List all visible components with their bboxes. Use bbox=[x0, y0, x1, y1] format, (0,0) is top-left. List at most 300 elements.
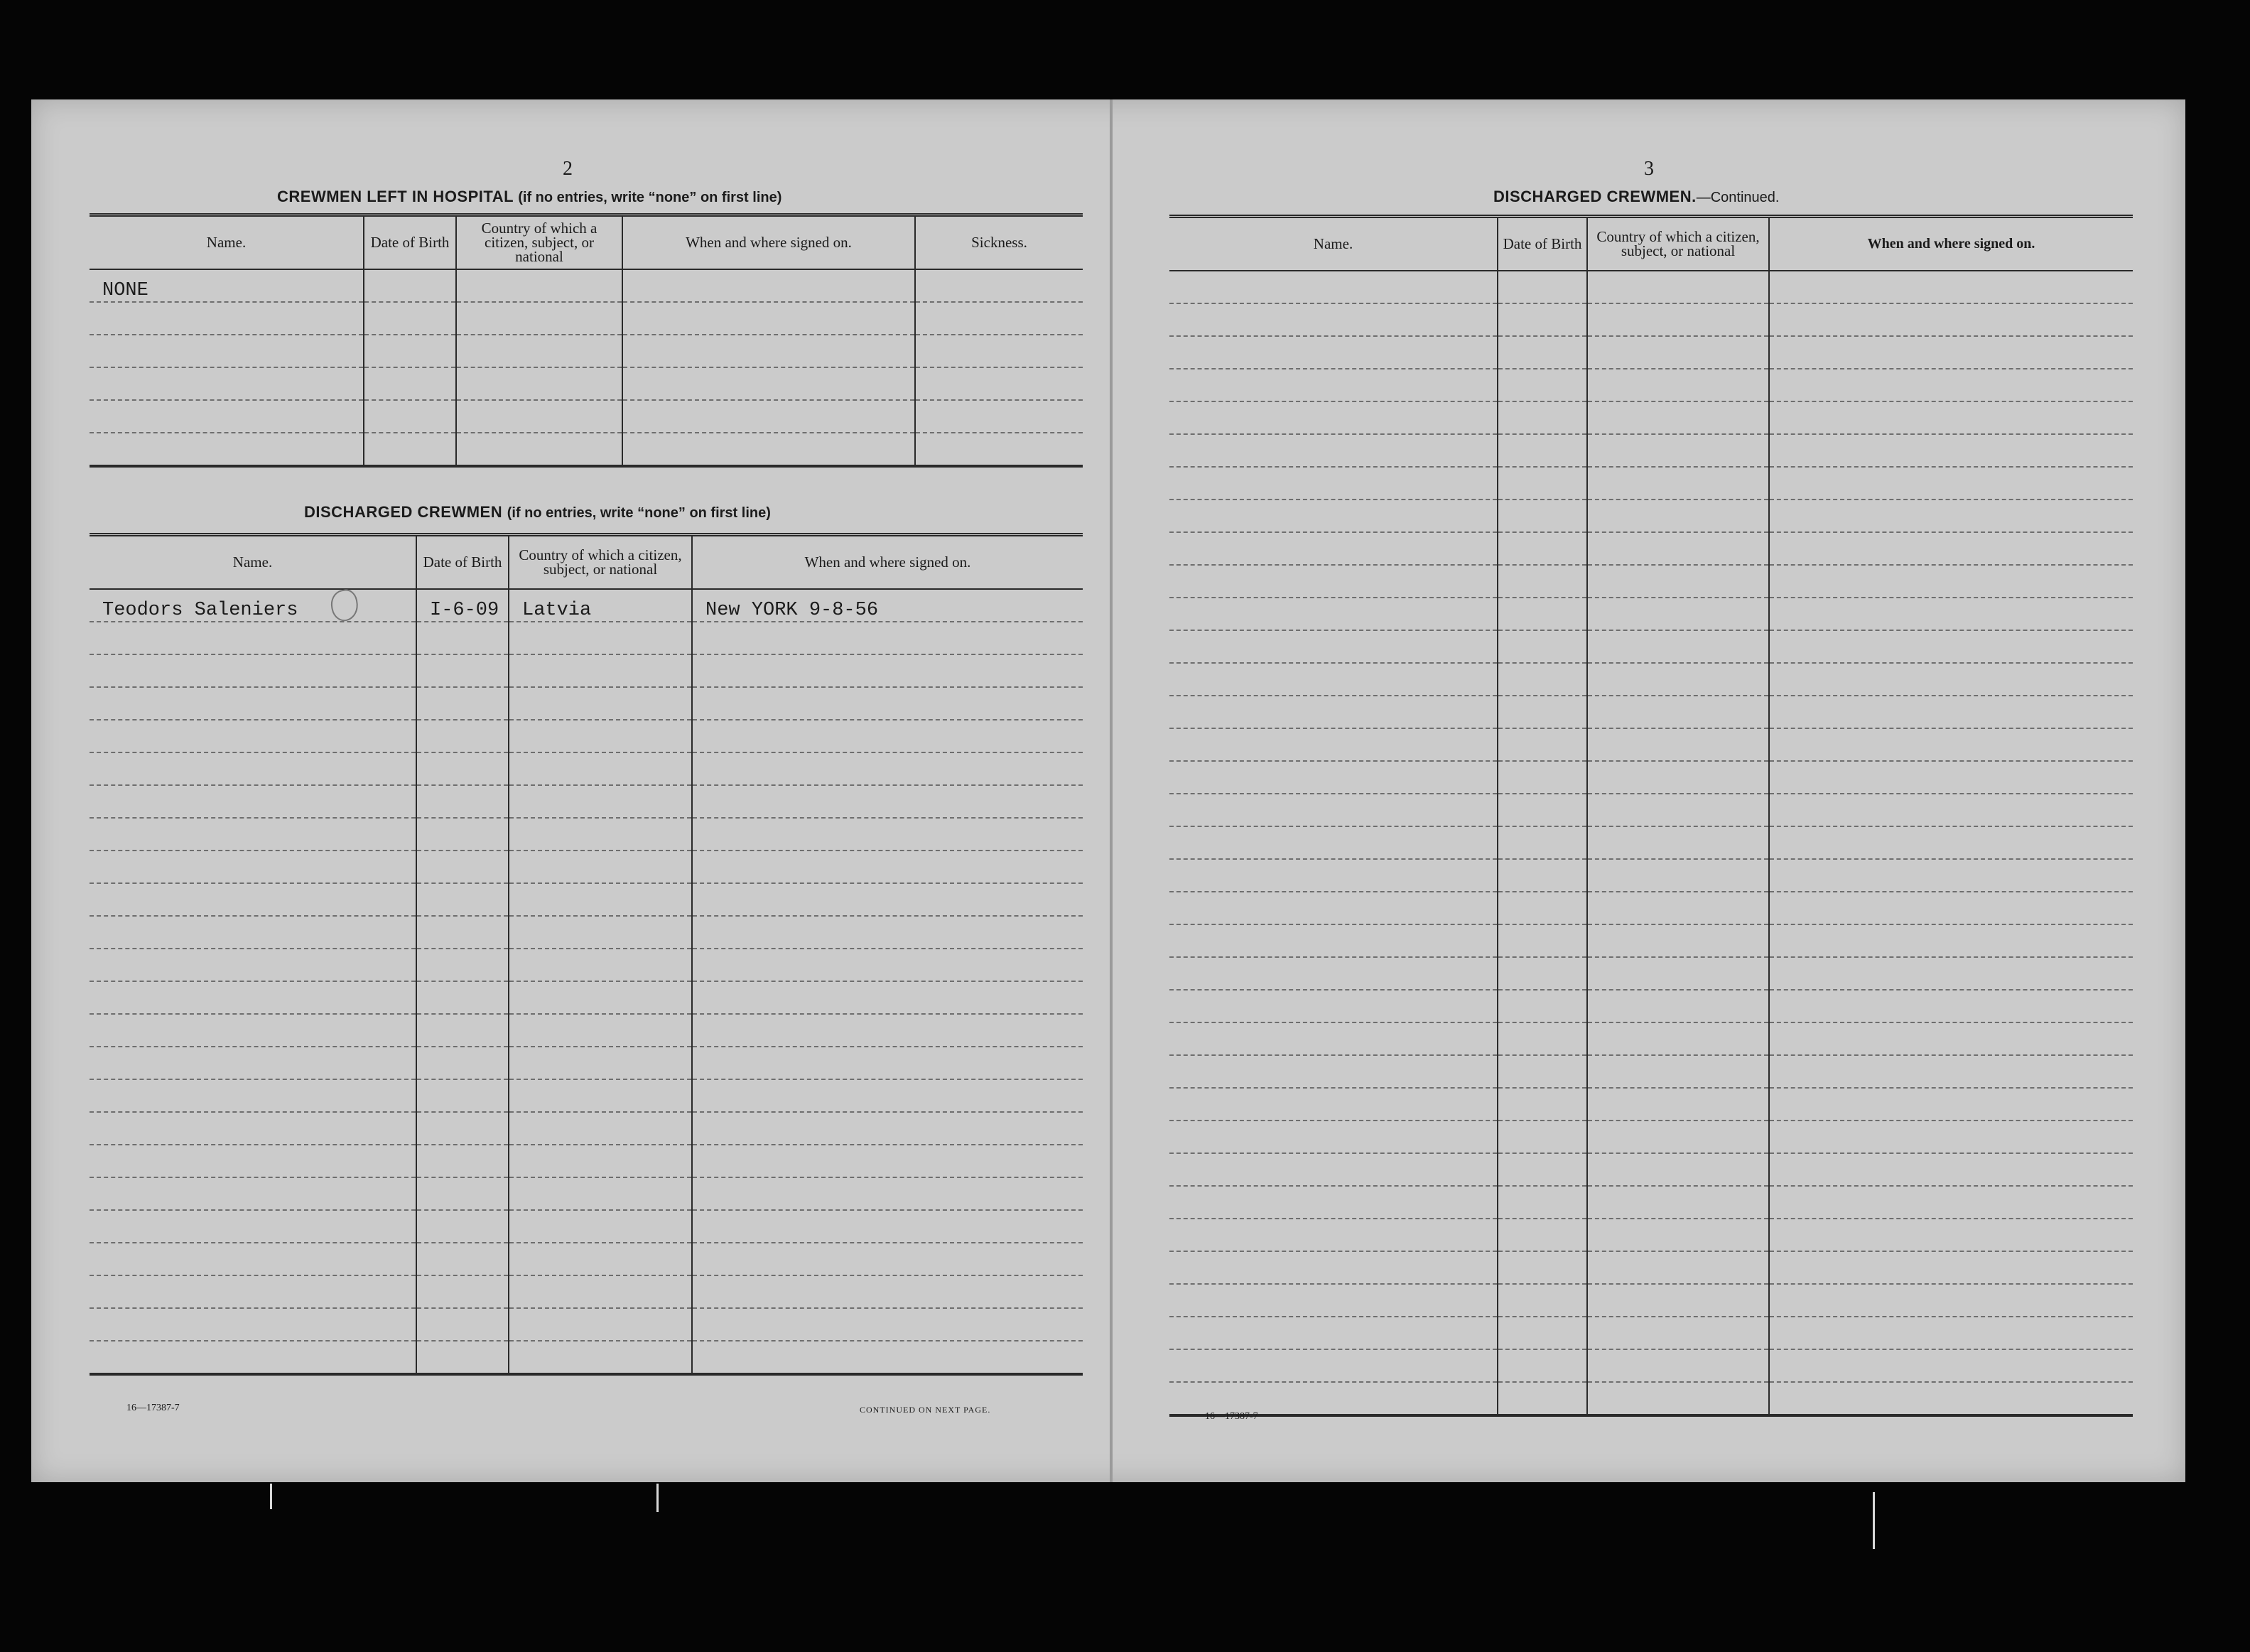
table-cell bbox=[509, 1308, 692, 1341]
table-cell bbox=[90, 1079, 416, 1112]
table-cell bbox=[1769, 271, 2133, 303]
table-cell bbox=[692, 1079, 1083, 1112]
page-number: 2 bbox=[563, 158, 573, 180]
table-cell bbox=[364, 269, 456, 302]
table-row bbox=[1169, 957, 2133, 990]
table-row bbox=[90, 622, 1083, 654]
table-cell bbox=[1498, 892, 1587, 924]
table-cell bbox=[90, 818, 416, 851]
table-cell bbox=[1769, 859, 2133, 892]
table-cell bbox=[90, 949, 416, 981]
table-cell bbox=[1769, 1251, 2133, 1284]
table-row bbox=[90, 916, 1083, 949]
table-cell: Teodors Saleniers bbox=[90, 589, 416, 622]
table-row bbox=[1169, 500, 2133, 532]
table-cell bbox=[1498, 467, 1587, 500]
table-cell bbox=[1498, 434, 1587, 467]
table-cell bbox=[90, 1243, 416, 1275]
table-cell bbox=[364, 302, 456, 335]
table-cell bbox=[416, 916, 509, 949]
table-cell bbox=[1587, 1055, 1769, 1088]
table-row bbox=[1169, 1022, 2133, 1055]
table-cell bbox=[416, 1341, 509, 1374]
table-cell bbox=[416, 1047, 509, 1079]
table-cell bbox=[509, 687, 692, 720]
table-cell bbox=[1169, 1121, 1498, 1153]
table-cell bbox=[1769, 1022, 2133, 1055]
table-row bbox=[90, 785, 1083, 818]
table-row bbox=[1169, 1284, 2133, 1317]
table-cell bbox=[1169, 892, 1498, 924]
table-cell bbox=[622, 367, 915, 400]
table-row bbox=[90, 1112, 1083, 1145]
table-cell bbox=[416, 851, 509, 883]
table-row bbox=[90, 1145, 1083, 1177]
scan-mark bbox=[270, 1484, 272, 1509]
table-cell bbox=[1587, 1153, 1769, 1186]
table-cell bbox=[1169, 271, 1498, 303]
table-cell bbox=[692, 622, 1083, 654]
table-cell bbox=[1587, 1088, 1769, 1121]
table-row bbox=[90, 1243, 1083, 1275]
table-cell bbox=[1498, 761, 1587, 794]
hospital-section-title bbox=[277, 188, 781, 206]
table-cell bbox=[1769, 1219, 2133, 1251]
table-cell bbox=[90, 1014, 416, 1047]
table-cell bbox=[509, 654, 692, 687]
table-row bbox=[1169, 924, 2133, 957]
table-cell bbox=[1498, 1317, 1587, 1349]
table-cell bbox=[1769, 892, 2133, 924]
table-cell bbox=[509, 1177, 692, 1210]
table-cell bbox=[416, 1014, 509, 1047]
table-cell bbox=[90, 1112, 416, 1145]
table-cell bbox=[692, 1145, 1083, 1177]
table-cell bbox=[1498, 1153, 1587, 1186]
table-cell bbox=[692, 1275, 1083, 1308]
table-cell bbox=[1587, 1121, 1769, 1153]
table-row bbox=[1169, 1382, 2133, 1415]
table-row bbox=[90, 818, 1083, 851]
table-cell bbox=[90, 367, 364, 400]
table-cell bbox=[1498, 369, 1587, 401]
table-cell bbox=[1498, 990, 1587, 1022]
table-cell bbox=[509, 720, 692, 752]
table-cell bbox=[1587, 924, 1769, 957]
table-cell bbox=[692, 785, 1083, 818]
table-cell bbox=[456, 367, 622, 400]
table-cell: NONE bbox=[90, 269, 364, 302]
table-row bbox=[1169, 794, 2133, 826]
table-cell bbox=[1587, 598, 1769, 630]
table-row bbox=[90, 720, 1083, 752]
table-cell bbox=[1498, 957, 1587, 990]
table-cell bbox=[416, 1275, 509, 1308]
table-cell bbox=[622, 335, 915, 367]
table-cell: Latvia bbox=[509, 589, 692, 622]
table-cell bbox=[1587, 826, 1769, 859]
table-cell bbox=[1498, 728, 1587, 761]
discharged-table bbox=[90, 533, 1083, 1376]
col-header-name: Name. bbox=[90, 535, 416, 589]
discharged-cont-title: DISCHARGED CREWMEN. bbox=[1493, 188, 1697, 205]
table-cell bbox=[1498, 565, 1587, 598]
table-cell bbox=[1769, 401, 2133, 434]
table-row bbox=[90, 851, 1083, 883]
col-header-signed-on: When and where signed on. bbox=[1769, 217, 2133, 271]
table-cell bbox=[1769, 794, 2133, 826]
table-cell bbox=[1587, 1251, 1769, 1284]
table-cell bbox=[1498, 1219, 1587, 1251]
table-cell bbox=[509, 1014, 692, 1047]
table-row bbox=[1169, 1349, 2133, 1382]
table-cell bbox=[509, 1243, 692, 1275]
table-cell bbox=[1769, 1349, 2133, 1382]
discharged-cont-table bbox=[1169, 215, 2133, 1417]
table-row bbox=[90, 1308, 1083, 1341]
table-cell bbox=[622, 433, 915, 466]
table-row bbox=[1169, 630, 2133, 663]
table-cell bbox=[456, 433, 622, 466]
table-cell bbox=[1169, 663, 1498, 696]
table-cell bbox=[416, 687, 509, 720]
table-cell bbox=[1587, 1382, 1769, 1415]
table-cell bbox=[1769, 990, 2133, 1022]
table-cell bbox=[1498, 859, 1587, 892]
table-cell bbox=[1498, 271, 1587, 303]
table-cell bbox=[1498, 1055, 1587, 1088]
table-cell bbox=[509, 1079, 692, 1112]
table-cell bbox=[1169, 532, 1498, 565]
table-cell bbox=[692, 981, 1083, 1014]
table-cell bbox=[692, 1047, 1083, 1079]
table-cell bbox=[1498, 401, 1587, 434]
table-cell bbox=[692, 1014, 1083, 1047]
table-cell bbox=[1769, 663, 2133, 696]
table-cell bbox=[509, 1112, 692, 1145]
table-cell bbox=[692, 752, 1083, 785]
table-row bbox=[90, 1210, 1083, 1243]
table-row bbox=[1169, 1317, 2133, 1349]
table-cell bbox=[1769, 303, 2133, 336]
table-row bbox=[90, 400, 1083, 433]
table-cell bbox=[1169, 924, 1498, 957]
table-cell bbox=[90, 302, 364, 335]
table-cell bbox=[1169, 303, 1498, 336]
table-cell bbox=[692, 916, 1083, 949]
table-row bbox=[90, 1177, 1083, 1210]
table-cell bbox=[1169, 1022, 1498, 1055]
table-cell bbox=[692, 1177, 1083, 1210]
table-cell bbox=[1769, 924, 2133, 957]
table-cell bbox=[692, 949, 1083, 981]
table-cell bbox=[1769, 598, 2133, 630]
table-cell bbox=[1169, 565, 1498, 598]
table-cell bbox=[1169, 990, 1498, 1022]
table-cell bbox=[456, 269, 622, 302]
table-cell bbox=[416, 654, 509, 687]
table-cell bbox=[90, 687, 416, 720]
table-cell bbox=[1587, 434, 1769, 467]
col-header-signed-on: When and where signed on. bbox=[692, 535, 1083, 589]
table-row bbox=[1169, 565, 2133, 598]
table-cell bbox=[509, 1145, 692, 1177]
table-row bbox=[1169, 663, 2133, 696]
table-cell bbox=[1769, 1121, 2133, 1153]
table-cell bbox=[1498, 500, 1587, 532]
table-row bbox=[90, 589, 1083, 622]
table-row bbox=[1169, 1186, 2133, 1219]
table-cell bbox=[1587, 303, 1769, 336]
table-cell bbox=[1587, 1349, 1769, 1382]
table-cell bbox=[1498, 1088, 1587, 1121]
table-cell bbox=[416, 1177, 509, 1210]
table-cell bbox=[509, 752, 692, 785]
table-cell bbox=[1769, 1055, 2133, 1088]
table-row bbox=[90, 367, 1083, 400]
table-row bbox=[90, 1341, 1083, 1374]
col-header-date-of-birth: Date of Birth bbox=[1498, 217, 1587, 271]
table-cell bbox=[692, 883, 1083, 916]
table-cell bbox=[1169, 1219, 1498, 1251]
table-cell bbox=[509, 785, 692, 818]
table-cell bbox=[692, 1341, 1083, 1374]
table-cell bbox=[90, 400, 364, 433]
table-cell bbox=[364, 400, 456, 433]
table-cell bbox=[90, 1308, 416, 1341]
table-cell bbox=[1169, 401, 1498, 434]
col-header-country: Country of which a citizen, subject, or national bbox=[1587, 217, 1769, 271]
table-cell bbox=[1587, 696, 1769, 728]
table-row bbox=[90, 1014, 1083, 1047]
table-cell: I-6-09 bbox=[416, 589, 509, 622]
col-header-country: Country of which a citizen, subject, or national bbox=[456, 215, 622, 269]
left-page bbox=[31, 99, 1110, 1482]
hospital-table bbox=[90, 213, 1083, 468]
table-cell bbox=[1498, 1284, 1587, 1317]
table-cell bbox=[1498, 303, 1587, 336]
table-cell bbox=[1169, 1317, 1498, 1349]
table-row bbox=[1169, 434, 2133, 467]
table-cell bbox=[1587, 467, 1769, 500]
table-cell bbox=[692, 818, 1083, 851]
table-cell bbox=[1498, 794, 1587, 826]
table-cell bbox=[456, 302, 622, 335]
table-cell bbox=[509, 916, 692, 949]
table-cell bbox=[1169, 1349, 1498, 1382]
table-cell bbox=[692, 851, 1083, 883]
table-cell bbox=[1498, 1022, 1587, 1055]
table-cell bbox=[1498, 1382, 1587, 1415]
table-cell bbox=[509, 1341, 692, 1374]
right-page bbox=[1113, 99, 2185, 1482]
table-cell bbox=[509, 622, 692, 654]
table-cell bbox=[1587, 1219, 1769, 1251]
table-cell bbox=[1769, 957, 2133, 990]
table-cell bbox=[692, 720, 1083, 752]
table-cell bbox=[1587, 401, 1769, 434]
table-cell bbox=[1169, 1284, 1498, 1317]
table-cell bbox=[692, 1210, 1083, 1243]
table-cell bbox=[1169, 696, 1498, 728]
table-cell bbox=[1498, 532, 1587, 565]
table-cell bbox=[1169, 859, 1498, 892]
table-cell bbox=[1169, 1153, 1498, 1186]
table-cell bbox=[1769, 1186, 2133, 1219]
table-cell bbox=[1769, 630, 2133, 663]
table-cell bbox=[416, 720, 509, 752]
table-cell bbox=[90, 916, 416, 949]
table-cell bbox=[622, 269, 915, 302]
table-cell bbox=[509, 1210, 692, 1243]
table-row bbox=[1169, 1219, 2133, 1251]
table-cell bbox=[1169, 728, 1498, 761]
table-row bbox=[1169, 1055, 2133, 1088]
table-cell bbox=[1169, 500, 1498, 532]
table-cell bbox=[416, 949, 509, 981]
table-cell bbox=[915, 433, 1083, 466]
table-cell bbox=[1587, 1022, 1769, 1055]
table-cell bbox=[90, 851, 416, 883]
table-cell bbox=[416, 1210, 509, 1243]
table-cell bbox=[1587, 957, 1769, 990]
col-header-date-of-birth: Date of Birth bbox=[364, 215, 456, 269]
table-cell bbox=[1587, 500, 1769, 532]
table-cell bbox=[1169, 794, 1498, 826]
table-cell bbox=[1587, 369, 1769, 401]
discharged-cont-suffix: —Continued. bbox=[1696, 190, 1780, 205]
col-header-sickness: Sickness. bbox=[915, 215, 1083, 269]
table-cell bbox=[915, 400, 1083, 433]
col-header-signed-on: When and where signed on. bbox=[622, 215, 915, 269]
table-cell bbox=[416, 1079, 509, 1112]
table-row bbox=[1169, 1153, 2133, 1186]
table-cell bbox=[1587, 336, 1769, 369]
table-cell bbox=[1587, 1186, 1769, 1219]
table-row bbox=[90, 883, 1083, 916]
table-cell bbox=[1169, 761, 1498, 794]
scan-mark bbox=[656, 1484, 659, 1512]
table-cell bbox=[509, 1275, 692, 1308]
table-cell bbox=[1587, 271, 1769, 303]
table-cell bbox=[90, 335, 364, 367]
table-row bbox=[1169, 892, 2133, 924]
table-cell bbox=[1587, 663, 1769, 696]
table-row bbox=[90, 1047, 1083, 1079]
table-cell bbox=[90, 1210, 416, 1243]
col-header-name: Name. bbox=[1169, 217, 1498, 271]
table-row bbox=[90, 752, 1083, 785]
table-cell bbox=[1587, 630, 1769, 663]
table-cell bbox=[509, 883, 692, 916]
table-cell bbox=[1587, 532, 1769, 565]
table-cell bbox=[1587, 565, 1769, 598]
discharged-cont-section-title bbox=[1493, 188, 1779, 206]
table-cell bbox=[1498, 336, 1587, 369]
discharged-section-title bbox=[304, 503, 771, 522]
page-number: 3 bbox=[1644, 158, 1654, 180]
table-cell bbox=[416, 818, 509, 851]
table-cell bbox=[90, 654, 416, 687]
table-cell bbox=[692, 1112, 1083, 1145]
table-cell bbox=[1769, 467, 2133, 500]
table-row bbox=[1169, 532, 2133, 565]
table-cell bbox=[90, 1341, 416, 1374]
table-cell bbox=[1769, 532, 2133, 565]
table-cell bbox=[1498, 1349, 1587, 1382]
table-cell bbox=[1769, 1382, 2133, 1415]
table-cell bbox=[1498, 1121, 1587, 1153]
table-cell bbox=[1769, 696, 2133, 728]
table-cell bbox=[1587, 859, 1769, 892]
table-cell bbox=[364, 335, 456, 367]
table-row bbox=[1169, 1251, 2133, 1284]
table-cell bbox=[90, 1275, 416, 1308]
table-cell bbox=[1769, 728, 2133, 761]
table-cell bbox=[1498, 1251, 1587, 1284]
table-cell bbox=[509, 851, 692, 883]
table-cell bbox=[1169, 957, 1498, 990]
table-cell bbox=[1769, 1317, 2133, 1349]
table-row bbox=[1169, 826, 2133, 859]
table-row bbox=[90, 949, 1083, 981]
table-cell bbox=[364, 433, 456, 466]
table-cell bbox=[1169, 826, 1498, 859]
table-cell bbox=[1498, 663, 1587, 696]
continued-note: CONTINUED ON NEXT PAGE. bbox=[860, 1405, 991, 1415]
table-cell bbox=[1587, 794, 1769, 826]
table-row bbox=[90, 1079, 1083, 1112]
table-cell bbox=[416, 883, 509, 916]
table-row bbox=[1169, 859, 2133, 892]
table-row bbox=[1169, 598, 2133, 630]
scan-mark bbox=[1873, 1492, 1875, 1549]
table-cell bbox=[1769, 565, 2133, 598]
table-cell bbox=[1169, 467, 1498, 500]
table-cell bbox=[416, 1308, 509, 1341]
table-row bbox=[1169, 336, 2133, 369]
table-cell bbox=[90, 720, 416, 752]
table-cell bbox=[90, 1177, 416, 1210]
discharged-instruction: (if no entries, write “none” on first line) bbox=[507, 505, 771, 521]
hospital-instruction: (if no entries, write “none” on first line) bbox=[518, 190, 782, 205]
table-cell bbox=[1169, 1251, 1498, 1284]
table-cell bbox=[1769, 1284, 2133, 1317]
table-cell: New YORK 9-8-56 bbox=[692, 589, 1083, 622]
table-cell bbox=[509, 818, 692, 851]
table-cell bbox=[90, 433, 364, 466]
table-cell bbox=[1587, 990, 1769, 1022]
table-row bbox=[1169, 303, 2133, 336]
table-row bbox=[90, 269, 1083, 302]
table-cell bbox=[416, 785, 509, 818]
table-cell bbox=[1587, 1317, 1769, 1349]
table-row bbox=[90, 433, 1083, 466]
table-cell bbox=[416, 622, 509, 654]
table-cell bbox=[416, 1243, 509, 1275]
table-cell bbox=[622, 400, 915, 433]
table-row bbox=[90, 687, 1083, 720]
table-cell bbox=[692, 687, 1083, 720]
table-cell bbox=[90, 622, 416, 654]
form-code: 16—17387-7 bbox=[126, 1403, 180, 1413]
table-cell bbox=[1498, 696, 1587, 728]
table-row bbox=[90, 302, 1083, 335]
table-row bbox=[1169, 728, 2133, 761]
table-row bbox=[1169, 401, 2133, 434]
table-cell bbox=[1169, 630, 1498, 663]
hospital-title: CREWMEN LEFT IN HOSPITAL bbox=[277, 188, 514, 205]
